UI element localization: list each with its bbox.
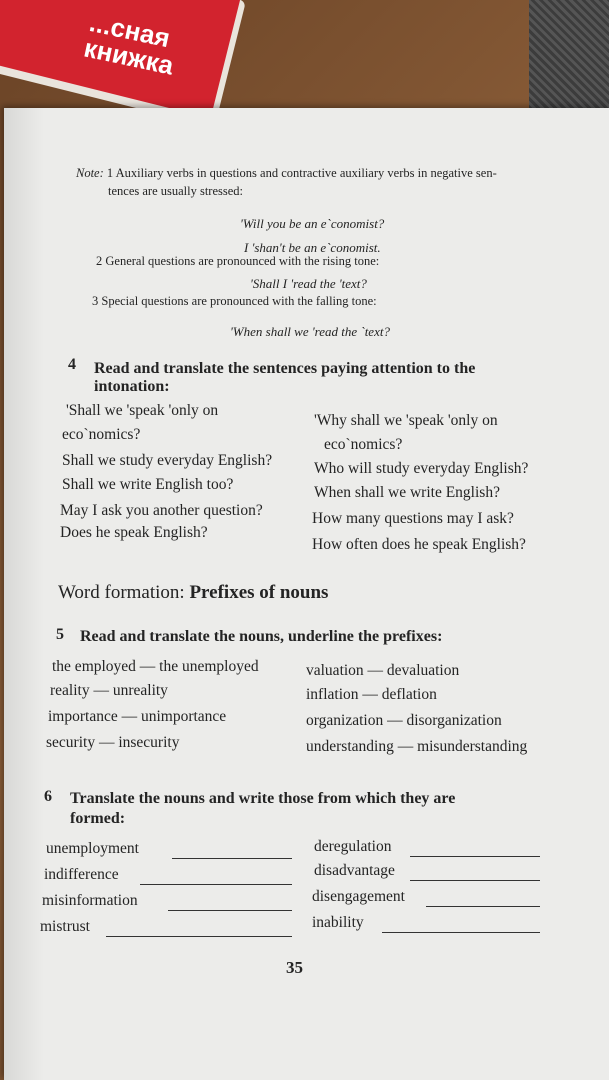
- ex4-left-2: eco`nomics?: [62, 426, 141, 443]
- page-gutter: [4, 108, 44, 1080]
- ex6-number: 6: [44, 788, 52, 805]
- note-example-4: 'When shall we 'read the `text?: [230, 324, 390, 339]
- ex5-right-4: understanding — misunderstanding: [306, 738, 528, 755]
- ex6-left-4-answer-line[interactable]: [106, 936, 292, 937]
- ex6-right-2: disadvantage: [314, 862, 395, 879]
- ex6-right-3-answer-line[interactable]: [426, 906, 540, 907]
- ex4-title-1: Read and translate the sentences paying attention to the: [94, 360, 476, 377]
- note-example-1: 'Will you be an e`conomist?: [240, 216, 385, 231]
- ex5-left-2: reality — unreality: [50, 682, 168, 699]
- section-title: Word formation:: [58, 582, 185, 603]
- ex4-right-2: eco`nomics?: [324, 436, 403, 453]
- ex4-title-2: intonation:: [94, 378, 170, 395]
- ex6-right-4-answer-line[interactable]: [382, 932, 540, 933]
- ex6-left-1-answer-line[interactable]: [172, 858, 292, 859]
- ex4-left-6: Does he speak English?: [60, 524, 208, 541]
- textbook-page: [4, 108, 609, 1080]
- ex4-left-5: May I ask you another question?: [60, 502, 263, 519]
- ex4-left-4: Shall we write English too?: [62, 476, 234, 493]
- ex5-left-1: the employed — the unemployed: [52, 658, 259, 675]
- note-line-4: 3 Special questions are pronounced with the falling tone:: [92, 294, 377, 308]
- ex4-right-5: How many questions may I ask?: [312, 510, 514, 527]
- ex6-right-1: deregulation: [314, 838, 392, 855]
- note-example-2: I 'shan't be an e`conomist.: [244, 240, 381, 255]
- ex6-title-1: Translate the nouns and write those from which they are: [70, 790, 456, 807]
- ex6-right-2-answer-line[interactable]: [410, 880, 540, 881]
- ex6-left-2: indifference: [44, 866, 119, 883]
- ex5-title: Read and translate the nouns, underline the prefixes:: [80, 628, 443, 645]
- note-line-3: 2 General questions are pronounced with the rising tone:: [96, 254, 380, 268]
- section-subtitle: Prefixes of nouns: [189, 582, 329, 603]
- page-number: 35: [286, 958, 303, 977]
- ex4-left-1: 'Shall we 'speak 'only on: [66, 402, 219, 419]
- red-book-title: ...сная книжка: [81, 7, 177, 81]
- note-text-1: 1 Auxiliary verbs in questions and contractive auxiliary verbs in negative sen-: [106, 166, 497, 180]
- ex4-right-4: When shall we write English?: [314, 484, 500, 501]
- ex4-right-1: 'Why shall we 'speak 'only on: [314, 412, 498, 429]
- ex5-right-2: inflation — deflation: [306, 686, 437, 703]
- ex6-left-4: mistrust: [40, 918, 90, 935]
- section-heading: [58, 582, 328, 604]
- ex6-left-3-answer-line[interactable]: [168, 910, 292, 911]
- ex6-right-1-answer-line[interactable]: [410, 856, 540, 857]
- ex6-left-2-answer-line[interactable]: [140, 884, 292, 885]
- ex4-number: 4: [68, 356, 76, 373]
- ex5-left-3: importance — unimportance: [48, 708, 227, 725]
- ex4-right-3: Who will study everyday English?: [314, 460, 529, 477]
- ex6-right-4: inability: [312, 914, 364, 931]
- note-label: Note:: [76, 166, 104, 180]
- ex6-right-3: disengagement: [312, 888, 405, 905]
- ex5-left-4: security — insecurity: [46, 734, 180, 751]
- ex5-right-1: valuation — devaluation: [306, 662, 460, 679]
- note-example-3: 'Shall I 'read the 'text?: [250, 276, 367, 291]
- ex6-left-3: misinformation: [42, 892, 138, 909]
- ex6-left-1: unemployment: [46, 840, 139, 857]
- ex4-left-3: Shall we study everyday English?: [62, 452, 273, 469]
- ex5-right-3: organization — disorganization: [306, 712, 502, 729]
- ex6-title-2: formed:: [70, 810, 126, 827]
- note-line-2: tences are usually stressed:: [108, 184, 244, 198]
- ex5-number: 5: [56, 626, 64, 643]
- note-line-1: [76, 166, 497, 181]
- ex4-right-6: How often does he speak English?: [312, 536, 526, 553]
